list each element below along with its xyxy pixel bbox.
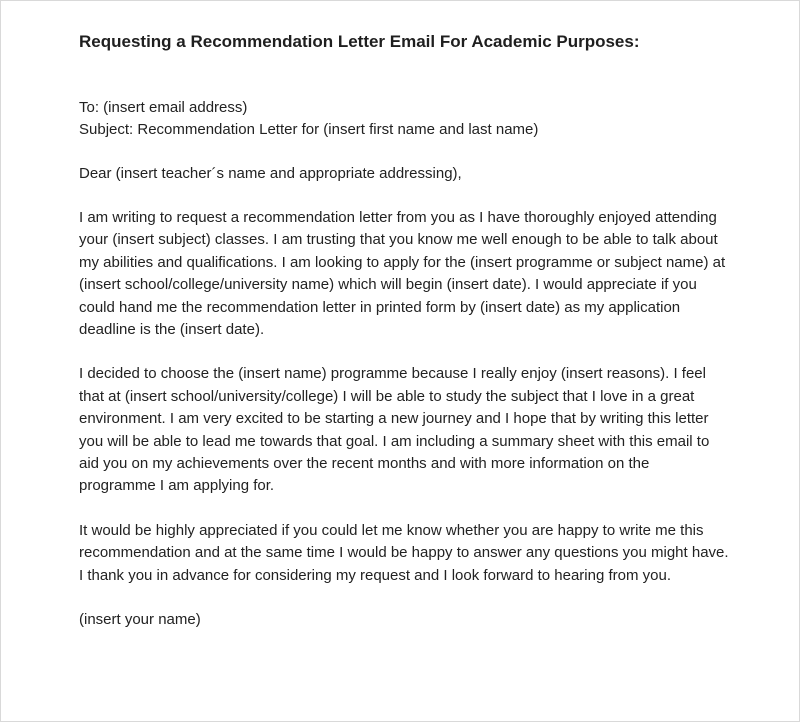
- body-paragraph-3: It would be highly appreciated if you could let me know whether you are happy to write me this recommendation and at the same time I would be happy to answer any questions you might have. I thank you in advance for considering my request and I look forward to hearing from you.: [79, 521, 729, 584]
- signoff-name: (insert your name): [79, 611, 201, 629]
- email-header: [79, 97, 729, 141]
- salutation: Dear (insert teacher´s name and appropriate addressing),: [79, 165, 462, 182]
- body-paragraph-1: I am writing to request a recommendation letter from you as I have thoroughly enjoyed attending your (insert subject) classes. I am trusting that you know me well enough to be able to talk about my abilities and qualifications. I am looking to apply for the (insert programme or subject name) at (insert school/college/university name) which will begin (insert date). I would appreciate if you could hand me the recommendation letter in printed form by (insert date) as my application deadline is the (insert date).: [79, 209, 726, 339]
- body-paragraph-2: I decided to choose the (insert name) programme because I really enjoy (insert reasons). I feel that at (insert school/university/college) I will be able to study the subject that I love in a great environment. I am very excited to be starting a new journey and I hope that by writing this letter you will be able to lead me towards that goal. I am including a summary sheet with this email to aid you on my achievements over the recent months and with more information on the programme I am applying for.: [79, 365, 710, 495]
- email-template: [79, 29, 729, 631]
- to-line: To: (insert email address): [79, 99, 248, 116]
- document-title: Requesting a Recommendation Letter Email For Academic Purposes:: [79, 32, 640, 51]
- subject-line: Subject: Recommendation Letter for (insert first name and last name): [79, 121, 539, 138]
